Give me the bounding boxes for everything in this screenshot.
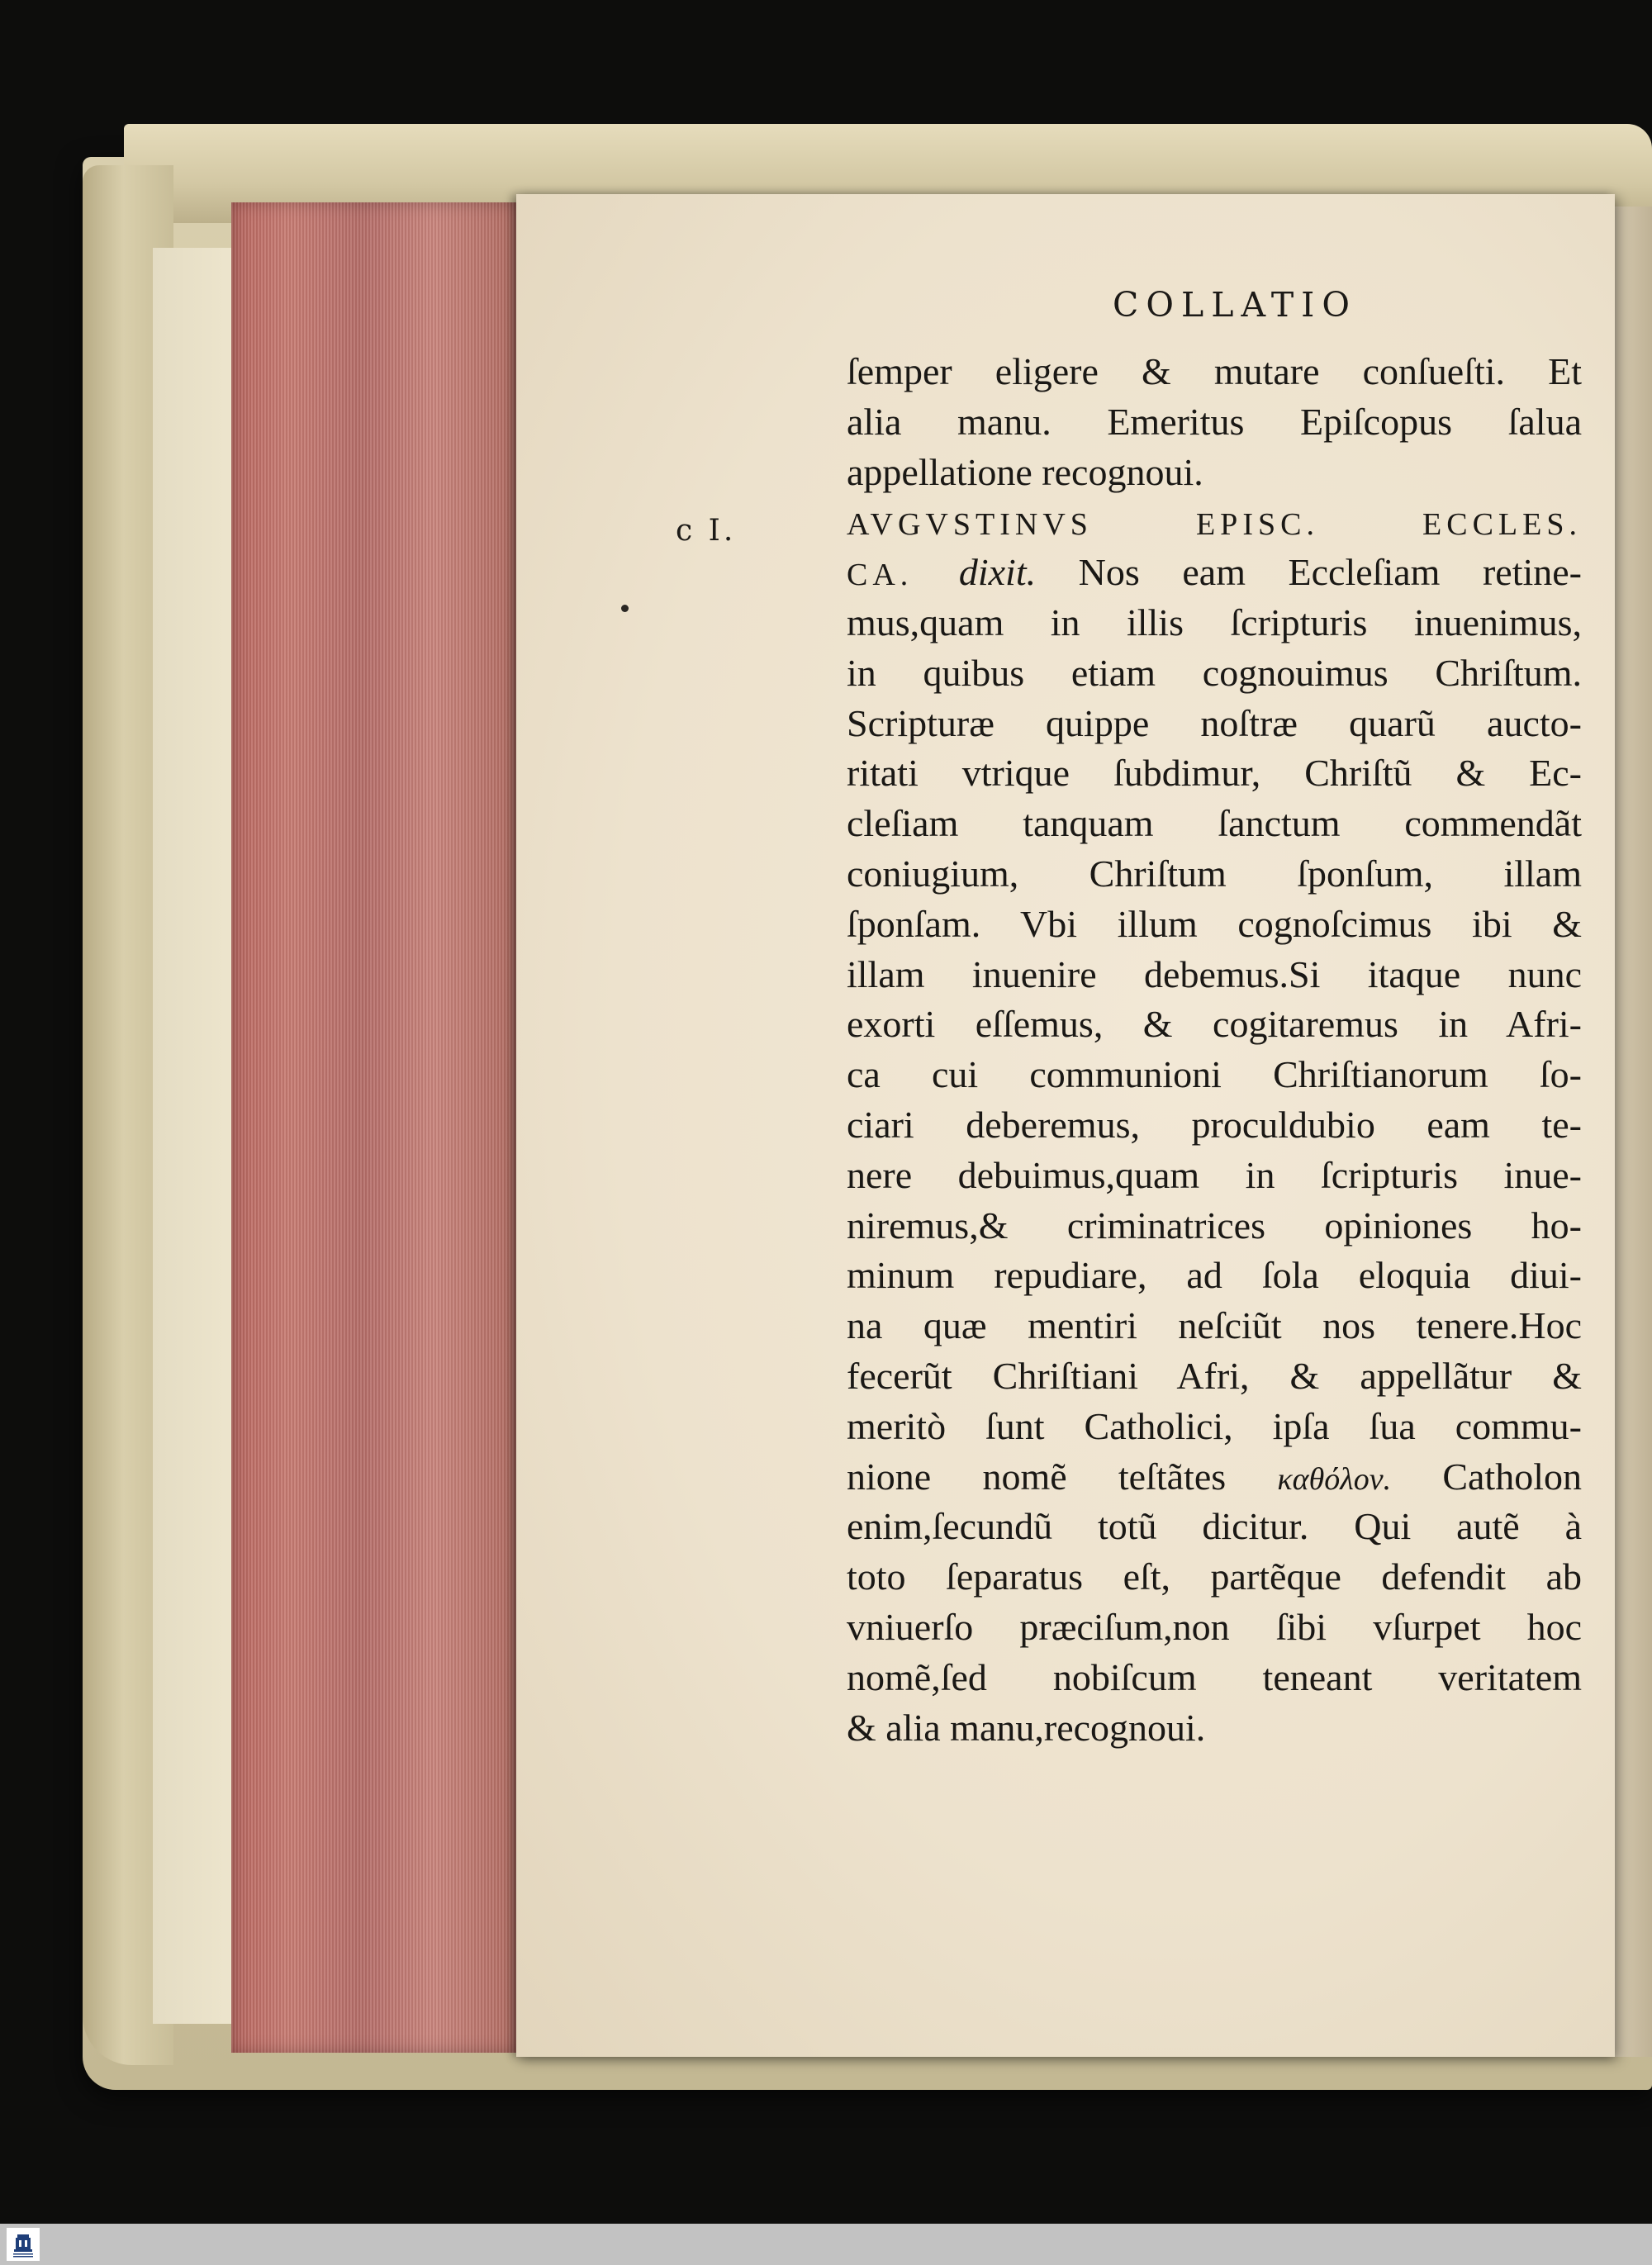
text-line [847,799,1582,849]
text-segment: meritò ſunt Catholici, ipſa ſua commu- [847,1404,1582,1447]
text-segment: Nos eam Eccleſiam retine- [1036,551,1583,594]
text-segment: καθόλον. [1277,1461,1392,1497]
text-line [847,1502,1582,1552]
text-line [847,1251,1582,1301]
text-line [847,648,1582,699]
text-segment: nione nomẽ teſtãtes [847,1455,1278,1498]
text-segment: mus,quam in illis ſcripturis inuenimus, [847,601,1582,643]
text-line [847,347,1582,397]
text-segment: appellatione recognoui. [847,450,1203,493]
text-line [847,1603,1582,1653]
text-segment: dixit. [958,551,1037,594]
text-line [847,900,1582,950]
text-line [847,1151,1582,1201]
text-segment: ſemper eligere & mutare conſueſti. Et [847,350,1582,392]
margin-note: c I. [676,514,737,548]
text-segment: niremus,& criminatrices opiniones ho- [847,1204,1582,1246]
viewer-footer-bar [0,2224,1652,2265]
text-segment: enim,ſecundũ totũ dicitur. Qui autẽ à [847,1505,1582,1548]
text-segment: toto ſeparatus eſt, partẽque defendit ab [847,1555,1582,1598]
text-line [847,548,1582,598]
text-segment: exorti eſſemus, & cogitaremus in Afri- [847,1003,1582,1046]
text-line [847,849,1582,900]
running-head: COLLATIO [1113,285,1357,325]
red-fore-edge [231,202,520,2053]
text-line [847,1201,1582,1251]
text-segment: ca cui communioni Chriſtianorum ſo- [847,1053,1582,1096]
page-edge [1611,207,1652,2057]
text-segment: coniugium, Chriſtum ſponſum, illam [847,852,1582,895]
text-line [847,1703,1582,1754]
text-segment: ſponſam. Vbi illum cognoſcimus ibi & [847,902,1582,945]
text-segment: nomẽ,ſed nobiſcum teneant veritatem [847,1655,1582,1698]
text-line [847,1050,1582,1100]
text-line [847,1301,1582,1351]
text-line [847,1653,1582,1703]
text-line [847,497,1582,548]
text-segment: Scripturæ quippe noſtræ quarũ aucto- [847,701,1582,744]
text-segment: AVGVSTINVS EPISC. ECCLES. [847,507,1582,543]
text-line [847,448,1582,498]
text-segment: CA. [847,558,959,593]
ink-dot [621,605,629,612]
text-line [847,1000,1582,1050]
text-segment: vniuerſo præciſum,non ſibi vſurpet hoc [847,1605,1582,1648]
text-line [847,1552,1582,1603]
text-segment: minum repudiare, ad ſola eloquia diui- [847,1254,1582,1297]
text-segment: in quibus etiam cognouimus Chriſtum. [847,651,1582,694]
text-segment: alia manu. Emeritus Epiſcopus ſalua [847,400,1582,443]
text-segment: illam inuenire debemus.Si itaque nunc [847,952,1582,995]
text-segment: ciari deberemus, proculdubio eam te- [847,1103,1582,1146]
text-line [847,1100,1582,1151]
text-line [847,699,1582,749]
text-line [847,1351,1582,1402]
text-line [847,950,1582,1000]
text-segment: ritati vtrique ſubdimur, Chriſtũ & Ec- [847,752,1582,795]
text-segment: cleſiam tanquam ſanctum commendãt [847,802,1582,845]
library-logo-icon [7,2228,40,2261]
text-line [847,397,1582,448]
body-text [847,347,1582,1753]
text-segment: fecerũt Chriſtiani Afri, & appellãtur & [847,1354,1582,1397]
text-segment: Catholon [1391,1455,1582,1498]
text-line [847,1452,1582,1503]
text-segment: nere debuimus,quam in ſcripturis inue- [847,1153,1582,1196]
text-line [847,1402,1582,1452]
text-segment: & alia manu,recognoui. [847,1706,1206,1749]
text-line [847,748,1582,799]
text-line [847,598,1582,648]
text-segment: na quæ mentiri neſciũt nos tenere.Hoc [847,1304,1582,1347]
